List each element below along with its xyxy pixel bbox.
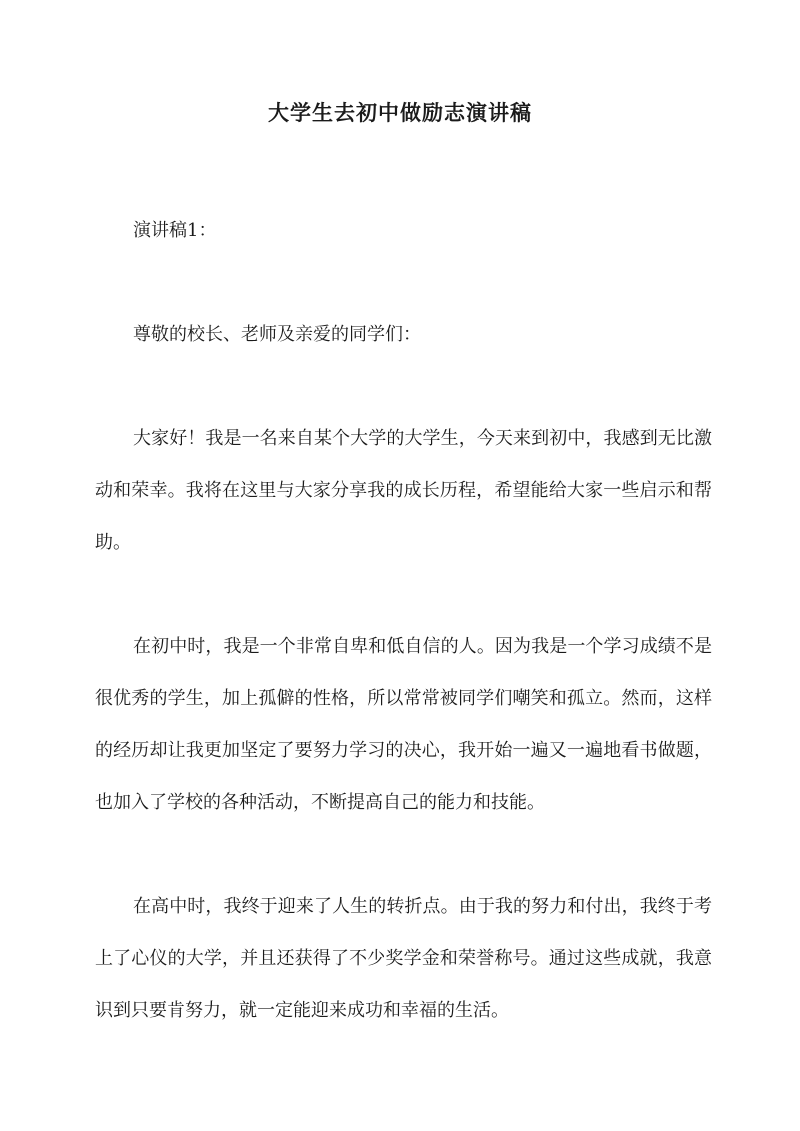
speech-label: 演讲稿1：	[133, 220, 217, 241]
salutation: 尊敬的校长、老师及亲爱的同学们：	[133, 324, 421, 345]
paragraph: 在高中时，我终于迎来了人生的转折点。由于我的努力和付出，我终于考上了心仪的大学，并且还获得了不少奖学金和荣誉称号。通过这些成就，我意识到只要肯努力，就一定能迎来成功和幸福的生活。	[95, 896, 712, 1021]
paragraph: 在初中时，我是一个非常自卑和低自信的人。因为我是一个学习成绩不是很优秀的学生，加上孤僻的性格，所以常常被同学们嘲笑和孤立。然而，这样的经历却让我更加坚定了要努力学习的决心，我开始一遍又一遍地看书做题，也加入了学校的各种活动，不断提高自己的能力和技能。	[95, 636, 712, 813]
paragraph: 大家好！我是一名来自某个大学的大学生，今天来到初中，我感到无比激动和荣幸。我将在这里与大家分享我的成长历程，希望能给大家一些启示和帮助。	[95, 428, 712, 553]
page-title: 大学生去初中做励志演讲稿	[268, 100, 532, 125]
